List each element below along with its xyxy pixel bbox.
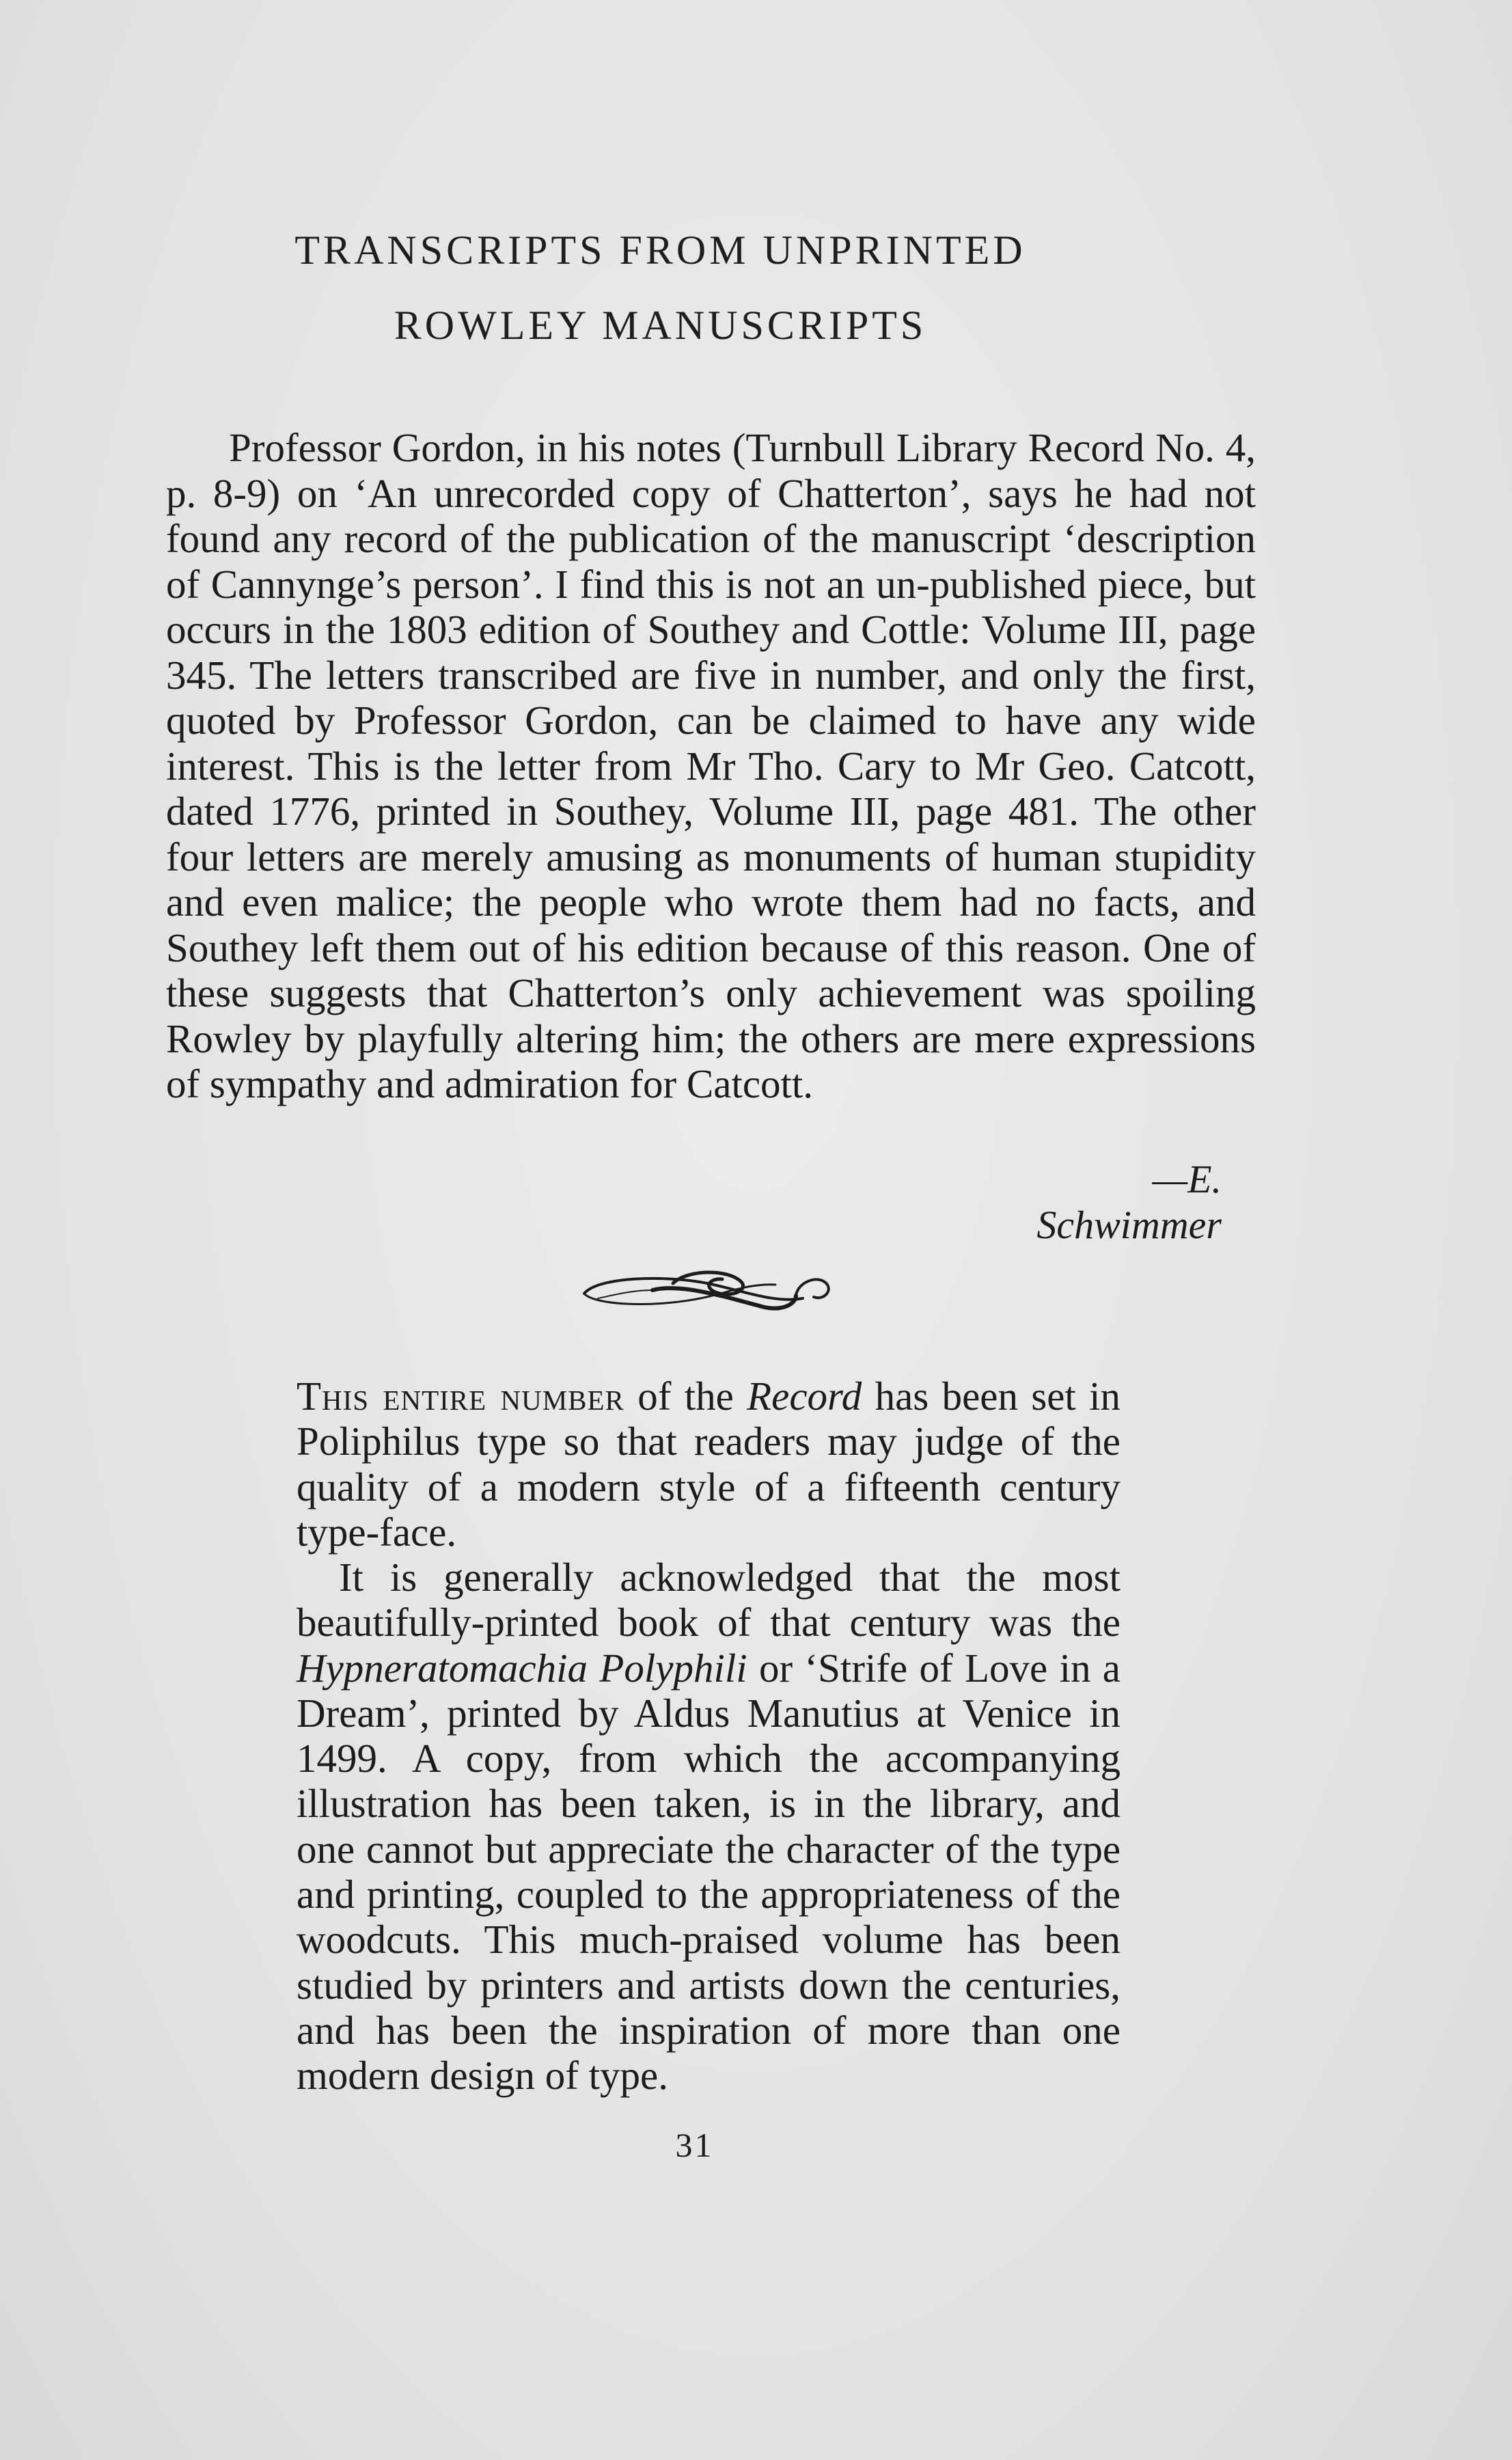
note-text: has been set in Poliphilus type so that readers may judge of the quality of a modern style of a fifteenth century type-face. [297, 1374, 1121, 1555]
note-paragraph-1 [297, 1374, 1121, 1555]
article-paragraph: Professor Gordon, in his notes (Turnbull Library Record No. 4, p. 8-9) on ‘An unrecorded copy of Chatterton’, says he had not found any record of the publication of the manuscript ‘description of Cannynge’s person’. I find this is not an un-published piece, but occurs in the 1803 edition of Southey and Cottle: Volume III, page 345. The letters transcribed are five in number, and only the first, quoted by Professor Gordon, can be claimed to have any wide interest. This is the letter from Mr Tho. Cary to Mr Geo. Catcott, dated 1776, printed in Southey, Volume III, page 481. The other four letters are merely amusing as monuments of human stupidity and even malice; the people who wrote them had no facts, and Southey left them out of his edition because of this reason. One of these suggests that Chatterton’s only achievement was spoiling Rowley by playfully altering him; the others are mere expressions of sympathy and admiration for Catcott. [166, 425, 1256, 1106]
note-text: of the [624, 1374, 747, 1419]
title-line-2: ROWLEY MANUSCRIPTS [394, 303, 927, 348]
record-title: Record [747, 1374, 862, 1419]
book-title: Hypneratomachia Polyphili [297, 1645, 747, 1691]
title-line-1: TRANSCRIPTS FROM UNPRINTED [294, 228, 1026, 273]
author-signature: —E. Schwimmer [1036, 1157, 1222, 1247]
note-lead-smallcaps: This entire number [297, 1374, 624, 1419]
page-number: 31 [675, 2126, 714, 2164]
note-text: It is generally acknowledged that the most beautifully-printed book of that century was the [297, 1555, 1121, 1645]
note-text: or ‘Strife of Love in a Dream’, printed by Aldus Manutius at Venice in 1499. A copy, from which the accompanying illustration has been taken, is in the library, and one cannot but appreciate the character of the type and printing, coupled to the appropriateness of the woodcuts. This much-praised volume has been studied by printers and artists down the centuries, and has been the inspiration of more than one modern design of type. [297, 1645, 1121, 2099]
flourish-ornament-icon [571, 1256, 857, 1322]
note-paragraph-2 [297, 1555, 1121, 2099]
